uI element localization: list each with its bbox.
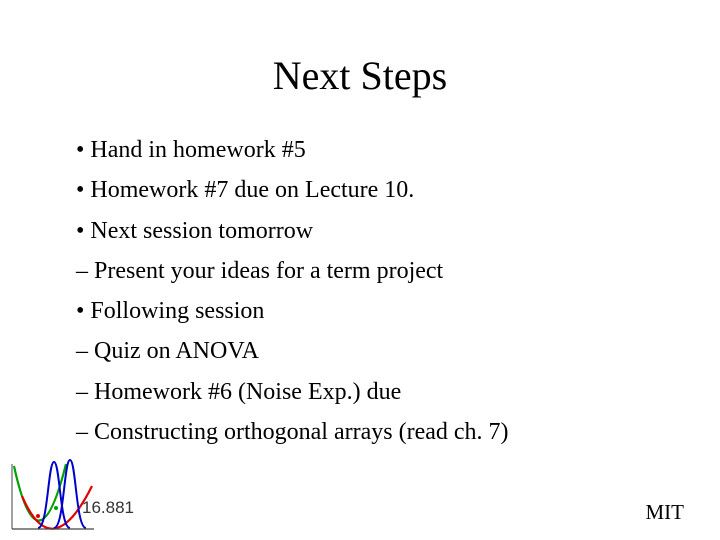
bullet-item: • Homework #7 due on Lecture 10. <box>76 177 415 204</box>
bullet-item: • Following session <box>76 298 265 325</box>
slide-title: Next Steps <box>272 53 448 98</box>
sub-bullet-item: – Quiz on ANOVA <box>76 338 259 365</box>
course-number: 16.881 <box>82 498 134 517</box>
bullet-item: • Next session tomorrow <box>76 217 314 244</box>
sub-bullet-item: – Constructing orthogonal arrays (read ch. 7) <box>76 419 509 446</box>
bullet-item: • Hand in homework #5 <box>76 137 306 163</box>
sub-bullet-item: – Present your ideas for a term project <box>76 257 444 284</box>
distribution-curves-logo-icon <box>8 456 140 532</box>
org-label: MIT <box>645 500 684 524</box>
sub-bullet-item: – Homework #6 (Noise Exp.) due <box>76 378 402 405</box>
bullet-list <box>76 130 509 452</box>
